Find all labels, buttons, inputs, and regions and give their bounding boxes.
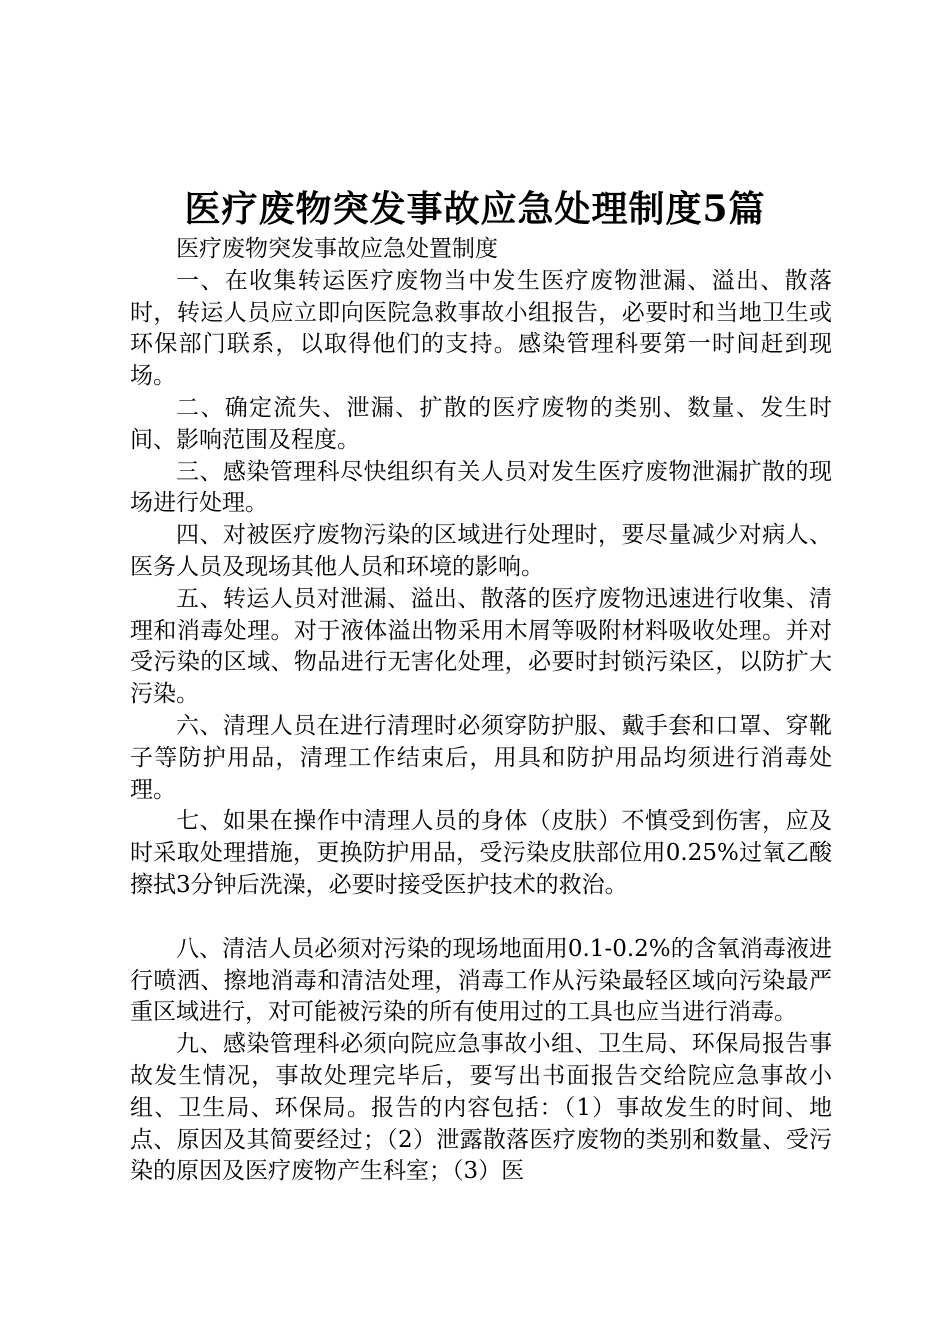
paragraph-8: 八、清洁人员必须对污染的现场地面用0.1-0.2%的含氧消毒液进行喷洒、擦地消毒和清洁处理，消毒工作从污染最轻区域向污染最严重区域进行，对可能被污染的所有使用过的工具也应当进行消毒。 (130, 935, 832, 1026)
paragraph-6: 六、清理人员在进行清理时必须穿防护服、戴手套和口罩、穿靴子等防护用品，清理工作结束后，用具和防护用品均须进行消毒处理。 (130, 712, 832, 803)
paragraph-2: 二、确定流失、泄漏、扩散的医疗废物的类别、数量、发生时间、影响范围及程度。 (130, 394, 832, 453)
paragraph-1: 一、在收集转运医疗废物当中发生医疗废物泄漏、溢出、散落时，转运人员应立即向医院急救事故小组报告，必要时和当地卫生或环保部门联系，以取得他们的支持。感染管理科要第一时间赶到现场。 (130, 267, 832, 390)
paragraph-5: 五、转运人员对泄漏、溢出、散落的医疗废物迅速进行收集、清理和消毒处理。对于液体溢出物采用木屑等吸附材料吸收处理。并对受污染的区域、物品进行无害化处理，必要时封锁污染区，以防扩大污染。 (130, 585, 832, 708)
paragraph-7: 七、如果在操作中清理人员的身体（皮肤）不慎受到伤害，应及时采取处理措施，更换防护用品，受污染皮肤部位用0.25%过氧乙酸擦拭3分钟后洗澡，必要时接受医护技术的救治。 (130, 808, 832, 898)
paragraph-4: 四、对被医疗废物污染的区域进行处理时，要尽量减少对病人、医务人员及现场其他人员和环境的影响。 (130, 522, 832, 580)
paragraph-9: 九、感染管理科必须向院应急事故小组、卫生局、环保局报告事故发生情况，事故处理完毕后，要写出书面报告交给院应急事故小组、卫生局、环保局。报告的内容包括：（1）事故发生的时间、地点、原因及其简要经过；（2）泄露散落医疗废物的类别和数量、受污染的原因及医疗废物产生科室；（3）医 (130, 1031, 832, 1185)
document-title: 医疗废物突发事故应急处理制度5篇 (184, 188, 766, 230)
section-heading: 医疗废物突发事故应急处置制度 (176, 236, 498, 262)
document-body (130, 234, 832, 1188)
paragraph-3: 三、感染管理科尽快组织有关人员对发生医疗废物泄漏扩散的现场进行处理。 (130, 458, 832, 517)
